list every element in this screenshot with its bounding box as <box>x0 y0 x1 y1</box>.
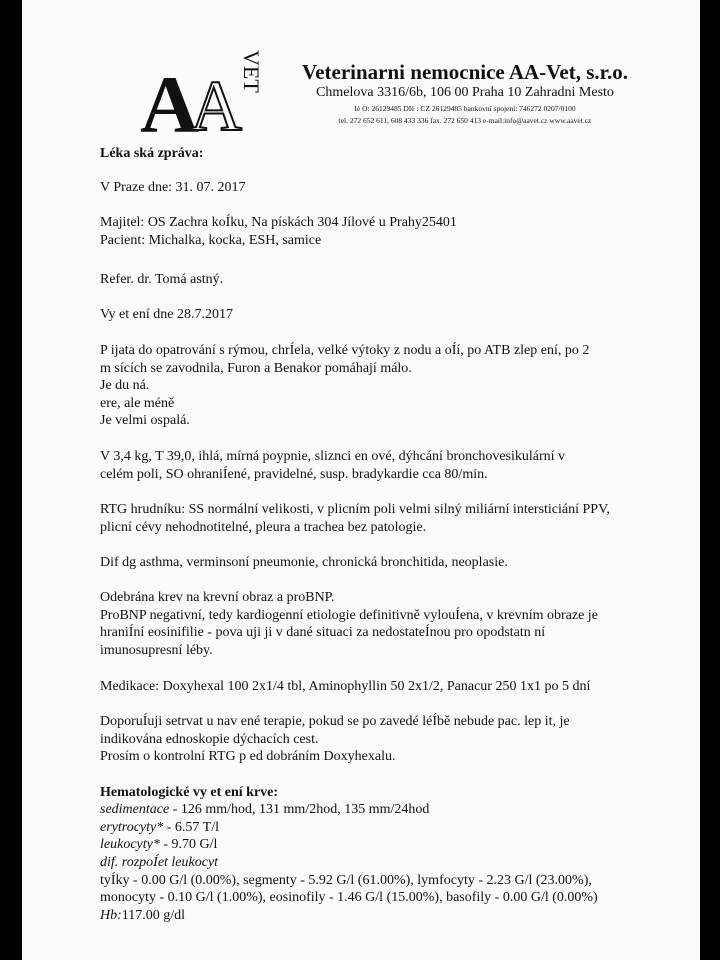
exam-date-line: Vy et ení dne 28.7.2017 <box>100 307 233 322</box>
report-date: V Praze dne: 31. 07. 2017 <box>100 180 246 195</box>
anamnesis-line: m sících se zavodnila, Furon a Benakor pomáhají málo. <box>100 361 412 376</box>
sedimentation-line <box>100 801 429 818</box>
org-ids: Iè O: 26129485 DIè : CZ 26129485 bankovní spojení: 746272 0207/0100 <box>354 104 576 113</box>
referral-line: Refer. dr. Tomá astný. <box>100 272 224 287</box>
org-address: Chmelova 3316/6b, 106 00 Praha 10 Zahradni Mesto <box>316 85 614 100</box>
rtg-line: plicní cévy nehodnotitelné, pleura a trachea bez patologie. <box>100 520 427 535</box>
hematology-title: Hematologické vy et ení krve: <box>100 785 279 800</box>
blood-line: ProBNP negativní, tedy kardiogenní etiologie definitivně vylouÍena, v krevním obraze je <box>100 608 598 623</box>
hemoglobin-line <box>100 907 185 924</box>
report-title: Léka ská zpráva: <box>100 146 204 161</box>
patient-line: Pacient: Michalka, kocka, ESH, samice <box>100 233 322 248</box>
anamnesis-line: P ijata do opatrování s rýmou, chrÍela, velké výtoky z nodu a oÍí, po ATB zlep ení, po 2 <box>100 343 590 358</box>
document-page <box>22 0 700 960</box>
blood-line: Odebrána krev na krevní obraz a proBNP. <box>100 590 335 605</box>
blood-line: imunosupresní léby. <box>100 643 213 658</box>
anamnesis-line: ere, ale méně <box>100 396 175 411</box>
rtg-line: RTG hrudníku: SS normální velikosti, v plicním poli velmi silný miliární intersticiání PPV, <box>100 502 610 517</box>
recommendation-line: DoporuÍuji setrvat u nav ené terapie, pokud se po zavedé léÍbě nebude pac. lep it, je <box>100 714 570 729</box>
recommendation-line: indikována ednoskopie dýchacích cest. <box>100 732 319 747</box>
owner-line: Majitel: OS Zachra koÍku, Na pískách 304 Jílové u Prahy25401 <box>100 215 457 230</box>
org-name: Veterinarni nemocnice AA-Vet, s.r.o. <box>301 60 629 84</box>
svg-text:A: A <box>190 66 242 138</box>
diff-dg-line: Dif dg asthma, verminsoní pneumonie, chronická bronchitida, neoplasie. <box>100 555 508 570</box>
sedimentation-label: sedimentace <box>100 802 170 817</box>
medication-line: Medikace: Doxyhexal 100 2x1/4 tbl, Aminophyllin 50 2x1/2, Panacur 250 1x1 po 5 dní <box>100 679 591 694</box>
leukocytes-value: - 9.70 G/l <box>159 837 218 852</box>
hemoglobin-value: 117.00 g/dl <box>121 908 186 923</box>
anamnesis-line: Je du ná. <box>100 378 150 393</box>
diff-count-label: dif. rozpoÍet leukocyt <box>100 855 219 870</box>
sedimentation-value: - 126 mm/hod, 131 mm/2hod, 135 mm/24hod <box>169 802 430 817</box>
leukocytes-line <box>100 836 217 853</box>
anamnesis-line: Je velmi ospalá. <box>100 413 190 428</box>
erythrocytes-line <box>100 819 219 836</box>
erythrocytes-value: - 6.57 T/l <box>163 820 219 835</box>
hemoglobin-label: Hb: <box>100 908 122 923</box>
org-contacts: tel. 272 652 611, 608 433 336 fax. 272 650 413 e-mail:info@aavet.cz www.aavet.cz <box>338 116 592 125</box>
svg-text:VET: VET <box>239 50 264 93</box>
blood-line: hraniÍní eosinifilie - pova uji ji v dané situaci za nedostateÍnou pro opodstatn ní <box>100 625 546 640</box>
clinical-line: V 3,4 kg, T 39,0, ihlá, mírná poypnie, sliznci en ové, dýhcání bronchovesikulární v <box>100 449 566 464</box>
clinical-line: celém poli, SO ohraniÍené, pravidelné, susp. bradykardie cca 80/min. <box>100 467 488 482</box>
diff-count-row: tyÍky - 0.00 G/l (0.00%), segmenty - 5.92 G/l (61.00%), lymfocyty - 2.23 G/l (23.00%), <box>100 873 592 888</box>
erythrocytes-label: erytrocyty* <box>100 820 164 835</box>
recommendation-line: Prosím o kontrolní RTG p ed dobráním Doxyhexalu. <box>100 749 396 764</box>
svg-text:A: A <box>140 59 200 138</box>
leukocytes-label: leukocyty* <box>100 837 160 852</box>
aa-vet-logo <box>140 42 270 138</box>
diff-count-row: monocyty - 0.10 G/l (1.00%), eosinofily - 1.46 G/l (15.00%), basofily - 0.00 G/l (0.00%) <box>100 890 598 905</box>
